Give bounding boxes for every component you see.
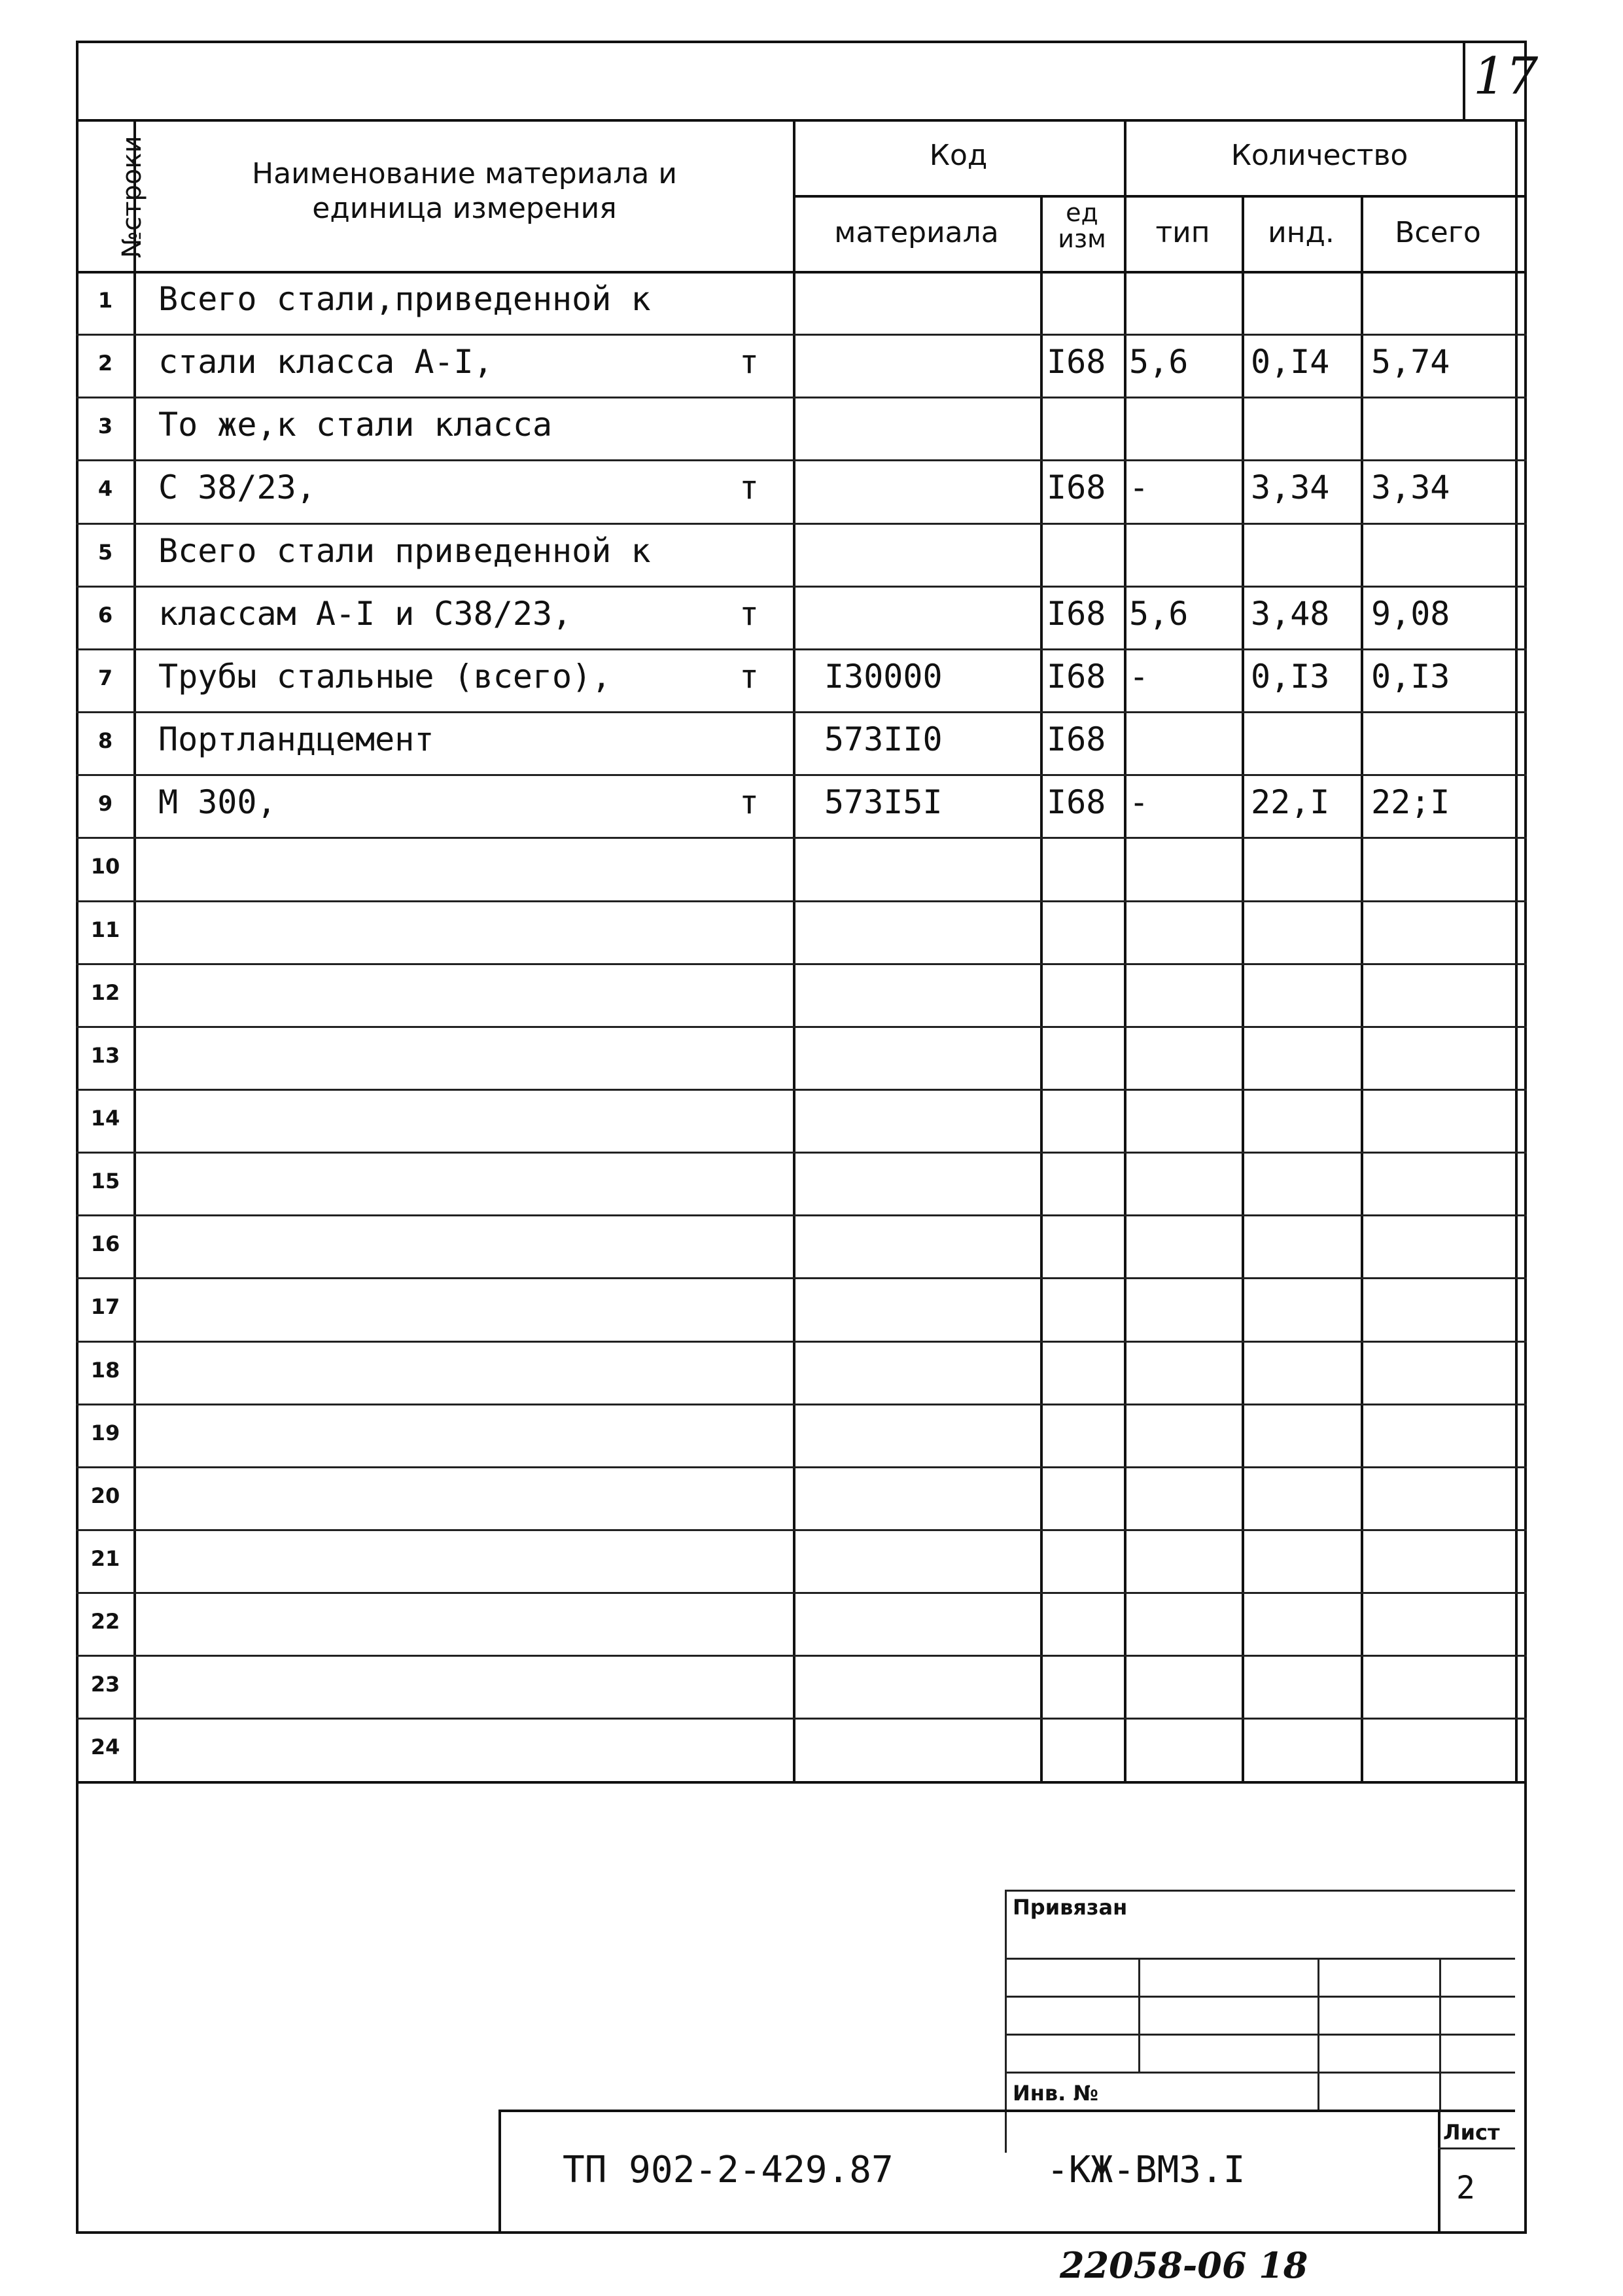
row-number: 17 [90,1294,120,1320]
row-number: 13 [90,1042,120,1068]
cell-name: С 38/23, [158,468,316,507]
cell-total: 3,34 [1371,468,1450,507]
page-number: 17 [1473,47,1539,106]
col-line-rownum [133,119,136,1781]
row-divider [76,1466,1527,1468]
stamp-col-3 [1439,1958,1441,2110]
cell-unit-code: I68 [1047,657,1106,696]
cell-code: 573I5I [824,783,943,822]
cell-name: Всего стали,приведенной к [158,280,651,318]
cell-type: - [1129,657,1149,696]
row-divider [76,1404,1527,1405]
col-line-code [1040,195,1043,1781]
row-divider [76,1655,1527,1657]
row-divider [76,837,1527,839]
row-number: 20 [90,1483,120,1508]
row-number: 5 [97,539,113,565]
list-box-left [1438,2110,1440,2233]
col-line-unit [1124,119,1126,1781]
header-type: тип [1155,216,1210,249]
col-line-total [1515,119,1518,1781]
row-divider [76,1277,1527,1279]
stamp-line-1 [1005,1958,1515,1960]
list-label: Лист [1443,2120,1500,2145]
row-divider [76,334,1527,336]
row-divider [76,648,1527,650]
row-number: 3 [97,414,113,439]
cell-unit-code: I68 [1047,720,1106,759]
cell-ind: 0,I3 [1251,657,1330,696]
row-number: 8 [97,728,113,754]
row-number: 11 [90,917,120,942]
row-divider [76,774,1527,776]
table-bottom-border [76,1781,1527,1784]
row-divider [76,1152,1527,1154]
row-number: 18 [90,1357,120,1383]
row-divider [76,1089,1527,1091]
row-number: 24 [90,1735,120,1760]
row-number: 10 [90,854,120,879]
cell-name: М 300, [158,783,277,822]
list-value: 2 [1456,2170,1475,2206]
row-number: 19 [90,1420,120,1445]
cell-name: Портландцемент [158,720,434,759]
row-number: 16 [90,1231,120,1257]
doc-code-right: -КЖ-ВМЗ.I [1047,2149,1246,2191]
row-divider [76,963,1527,965]
row-divider [76,1592,1527,1594]
stamp-left-border [1005,1890,1007,2153]
code-block-top [498,2110,1515,2112]
cell-total: 22;I [1371,783,1450,822]
cell-unit-code: I68 [1047,343,1106,381]
header-material-name: Наименование материала и единица измерения [252,157,677,225]
stamp-inv-no: Инв. № [1013,2081,1098,2106]
cell-unit-code: I68 [1047,594,1106,633]
row-number: 1 [97,288,113,313]
row-number: 23 [90,1672,120,1697]
cell-unit: т [739,783,759,822]
doc-code-left: ТП 902-2-429.87 [563,2149,894,2191]
stamp-privyazan: Привязан [1013,1895,1128,1920]
cell-ind: 0,I4 [1251,343,1330,381]
cell-name: стали класса А-I, [158,343,493,381]
row-divider [76,586,1527,588]
col-line-tip [1242,195,1244,1781]
header-bottom-border [76,271,1527,274]
col-line-ind [1361,195,1363,1781]
stamp-line-3 [1005,2034,1515,2036]
cell-unit: т [739,594,759,633]
row-number: 6 [97,602,113,627]
row-number: 4 [97,476,113,502]
row-divider [76,711,1527,713]
cell-total: 5,74 [1371,343,1450,381]
header-code: Код [929,139,988,172]
cell-total: 0,I3 [1371,657,1450,696]
header-total: Всего [1395,216,1481,249]
stamp-top-border [1005,1890,1515,1892]
stamp-col-1 [1138,1958,1140,2072]
cell-type: 5,6 [1129,343,1189,381]
cell-type: - [1129,468,1149,507]
table-top-border [76,119,1527,122]
cell-ind: 3,34 [1251,468,1330,507]
row-number: 7 [97,665,113,690]
cell-code: 573II0 [824,720,943,759]
row-divider [76,1214,1527,1216]
stamp-line-4 [1005,2072,1515,2074]
cell-unit-code: I68 [1047,468,1106,507]
row-divider [76,1026,1527,1028]
header-mid-border [793,195,1527,198]
cell-name: Трубы стальные (всего), [158,657,612,696]
page-number-divider [1463,41,1465,119]
row-divider [76,1529,1527,1531]
header-row-number: №строки [117,135,147,258]
cell-type: 5,6 [1129,594,1189,633]
row-number: 21 [90,1546,120,1571]
cell-ind: 22,I [1251,783,1330,822]
header-ind: инд. [1268,216,1335,249]
row-divider [76,459,1527,461]
cell-ind: 3,48 [1251,594,1330,633]
stamp-line-2 [1005,1996,1515,1998]
code-block-left [498,2110,501,2233]
row-number: 2 [97,351,113,376]
row-divider [76,900,1527,902]
row-number: 22 [90,1609,120,1634]
list-box-divider [1438,2147,1515,2149]
cell-name: То же,к стали класса [158,406,553,444]
row-divider [76,523,1527,525]
cell-name: Всего стали приведенной к [158,531,651,570]
row-divider [76,397,1527,398]
cell-type: - [1129,783,1149,822]
header-material-code: материала [834,216,999,249]
cell-unit: т [739,343,759,381]
row-number: 12 [90,980,120,1005]
cell-name: классам А-I и С38/23, [158,594,572,633]
footer-archive-number: 22058-06 18 [1060,2244,1308,2286]
cell-code: I30000 [824,657,943,696]
row-divider [76,1718,1527,1720]
header-quantity: Количество [1230,139,1408,172]
stamp-col-2 [1318,1958,1319,2110]
row-number: 14 [90,1105,120,1131]
cell-total: 9,08 [1371,594,1450,633]
row-number: 15 [90,1169,120,1194]
row-divider [76,1341,1527,1343]
row-number: 9 [97,791,113,817]
cell-unit: т [739,657,759,696]
cell-unit: т [739,468,759,507]
header-unit: ед изм [1058,198,1106,253]
cell-unit-code: I68 [1047,783,1106,822]
col-line-name [793,119,795,1781]
